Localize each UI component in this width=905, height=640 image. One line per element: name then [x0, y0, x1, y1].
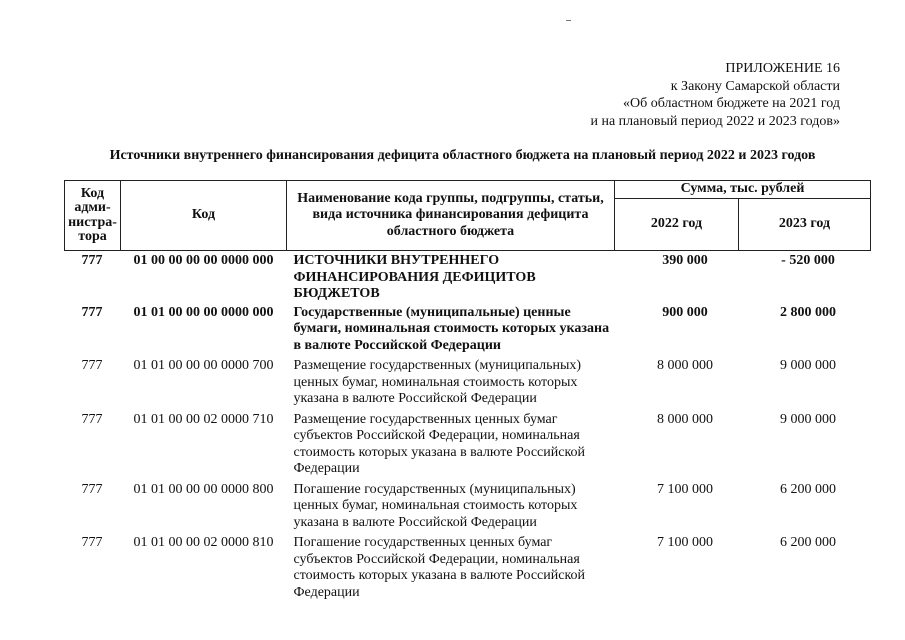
header-admin-line-2: адми- — [74, 200, 111, 215]
amount-2022-cell: 390 000 — [662, 253, 708, 268]
admin-code-cell: 777 — [81, 304, 103, 320]
amount-2023-cell: 6 200 000 — [780, 481, 836, 497]
header-admin-line-4: тора — [78, 229, 107, 244]
table-row — [65, 482, 871, 536]
amount-2022-cell: 8 000 000 — [657, 358, 713, 373]
admin-code-cell: 777 — [81, 535, 103, 550]
amount-2022-cell: 7 100 000 — [657, 481, 713, 497]
name-cell: Размещение государственных ценных бумаг субъектов Российской Федерации, номинальная стоимость которых указана в валюте Российской Федерации — [293, 411, 586, 476]
table-row — [65, 535, 871, 605]
code-cell: 01 01 00 00 02 0000 710 — [133, 411, 274, 427]
appendix-header — [540, 60, 840, 130]
appendix-law-title-1: «Об областном бюджете на 2021 год — [623, 96, 840, 111]
header-sum: Сумма, тыс. рублей — [615, 181, 871, 199]
amount-2022-cell: 7 100 000 — [657, 535, 713, 550]
amount-2022-cell: 8 000 000 — [657, 411, 713, 427]
code-cell: 01 01 00 00 00 0000 000 — [133, 304, 274, 320]
code-cell: 01 01 00 00 02 0000 810 — [133, 535, 274, 550]
code-cell: 01 00 00 00 00 0000 000 — [133, 253, 274, 268]
header-code: Код — [121, 181, 287, 251]
header-admin-code — [65, 181, 121, 251]
amount-2023-cell: 9 000 000 — [780, 411, 836, 427]
table-row — [65, 251, 871, 305]
amount-2023-cell: 2 800 000 — [780, 304, 836, 320]
admin-code-cell: 777 — [81, 253, 103, 268]
name-cell: Погашение государственных (муниципальных) ценных бумаг, номинальная стоимость которых указана в валюте Российской Федерации — [293, 481, 578, 530]
admin-code-cell: 777 — [81, 411, 103, 427]
name-cell: ИСТОЧНИКИ ВНУТРЕННЕГО ФИНАНСИРОВАНИЯ ДЕФИЦИТОВ БЮДЖЕТОВ — [293, 253, 536, 301]
table-row — [65, 358, 871, 412]
financing-sources-table — [64, 180, 871, 605]
amount-2023-cell: 6 200 000 — [780, 535, 836, 550]
name-cell: Размещение государственных (муниципальных) ценных бумаг, номинальная стоимость которых указана в валюте Российской Федерации — [293, 358, 582, 406]
appendix-law-title-2: и на плановый период 2022 и 2023 годов» — [590, 113, 840, 129]
code-cell: 01 01 00 00 00 0000 800 — [133, 481, 274, 497]
amount-2023-cell: 9 000 000 — [780, 358, 836, 373]
table-row — [65, 412, 871, 482]
name-cell: Погашение государственных ценных бумаг субъектов Российской Федерации, номинальная стоимость которых указана в валюте Российской Федерации — [293, 535, 586, 600]
code-cell: 01 01 00 00 00 0000 700 — [133, 358, 274, 373]
header-admin-line-3: нистра- — [68, 214, 117, 230]
name-cell: Государственные (муниципальные) ценные бумаги, номинальная стоимость которых указана в валюте Российской Федерации — [293, 304, 610, 353]
amount-2023-cell: - 520 000 — [781, 253, 835, 268]
header-name: Наименование кода группы, подгруппы, статьи, вида источника финансирования дефицита областного бюджета — [287, 181, 615, 251]
scan-mark — [566, 20, 571, 21]
appendix-law: к Закону Самарской области — [670, 78, 840, 94]
table-row — [65, 305, 871, 359]
appendix-number: ПРИЛОЖЕНИЕ 16 — [725, 61, 840, 76]
admin-code-cell: 777 — [81, 481, 103, 497]
header-admin-line-1: Код — [80, 185, 105, 201]
admin-code-cell: 777 — [81, 358, 103, 373]
amount-2022-cell: 900 000 — [662, 304, 708, 320]
header-year-2023: 2023 год — [739, 199, 871, 251]
header-year-2022: 2022 год — [615, 199, 739, 251]
document-title: Источники внутреннего финансирования дефицита областного бюджета на плановый период 2022 и 2023 годов — [109, 148, 816, 163]
